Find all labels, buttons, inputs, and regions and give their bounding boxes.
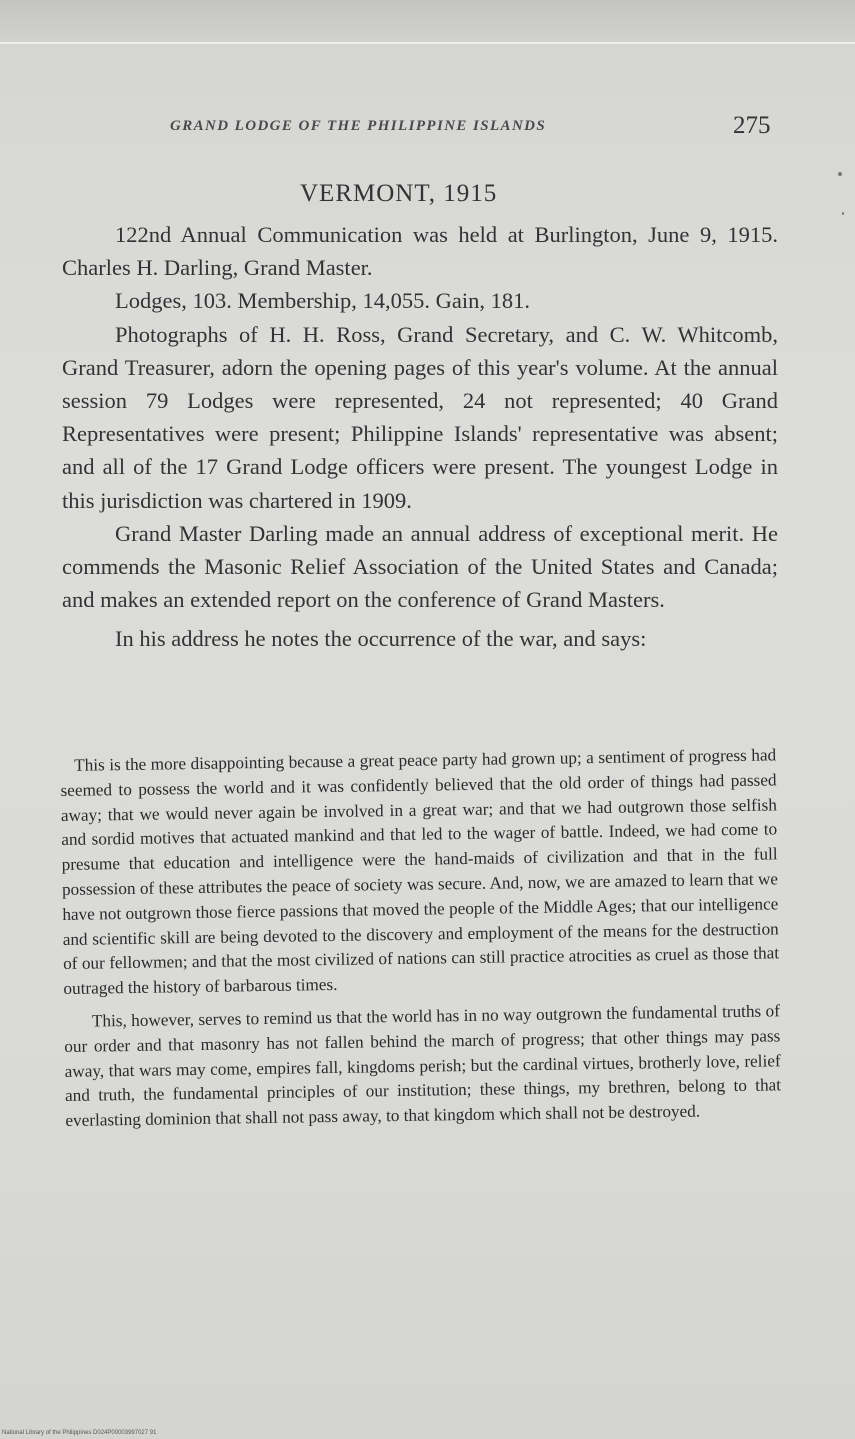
paragraph: 122nd Annual Communication was held at Burlington, June 9, 1915. Charles H. Darling, Grand Master. — [62, 222, 778, 281]
page-number: 275 — [733, 112, 771, 139]
quote-paragraph: This, however, serves to remind us that the world has in no way outgrown the fundamental truths of our order and that masonry has not fallen behind the march of progress; that other things may pass away, that wars may come, empires fall, kingdoms perish; but the cardinal virtues, brotherly love, relief and truth, the fundamental principles of our institution; these things, my brethren, belong to that everlasting dominion that shall not pass away, to that kingdom which shall not be destroyed. — [64, 1001, 782, 1131]
paragraph: Photographs of H. H. Ross, Grand Secretary, and C. W. Whitcomb, Grand Treasurer, adorn the opening pages of this year's volume. At the annual session 79 Lodges were represented, 24 not represented; 40 Grand Representatives were present; Philippine Islands' representative was absent; and all of the 17 Grand Lodge officers were present. The youngest Lodge in this jurisdiction was chartered in 1909. — [62, 321, 778, 513]
paragraph: Grand Master Darling made an annual address of exceptional merit. He commends the Masonic Relief Association of the United States and Canada; and makes an extended report on the conference of Grand Masters. — [62, 520, 778, 613]
section-title: VERMONT, 1915 — [300, 180, 498, 207]
scan-speck — [838, 172, 842, 176]
page-edge — [0, 42, 855, 44]
scan-speck — [842, 212, 844, 215]
quote-paragraph: This is the more disappointing because a great peace party had grown up; a sentiment of progress had seemed to possess the world and it was confidently believed that the old order of things had passed away; that we would never again be involved in a great war; and that we had outgrown those selfish and sordid motives that actuated mankind and that led to the wager of battle. Indeed, we had come to presume that education and intelligence were the hand-maids of civilization and that in the full possession of these attributes the peace of society was secure. And, now, we are amazed to learn that we have not outgrown those fierce passions that moved the people of the Middle Ages; that our intelligence and scientific skill are being devoted to the discovery and employment of the means for the destruction of our fellowmen; and that the most civilized of nations can still practice atrocities as cruel as those that outraged the history of barbarous times. — [60, 745, 780, 999]
block-quote — [60, 743, 782, 1134]
scan-credit: National Library of the Philippines D024P00003997027 91 — [2, 1430, 157, 1436]
body-text — [62, 218, 778, 656]
paragraph: Lodges, 103. Membership, 14,055. Gain, 181. — [115, 288, 530, 314]
page-top-shadow — [0, 0, 855, 42]
running-head: GRAND LODGE OF THE PHILIPPINE ISLANDS — [170, 118, 547, 134]
paragraph: In his address he notes the occurrence of the war, and says: — [115, 626, 647, 652]
